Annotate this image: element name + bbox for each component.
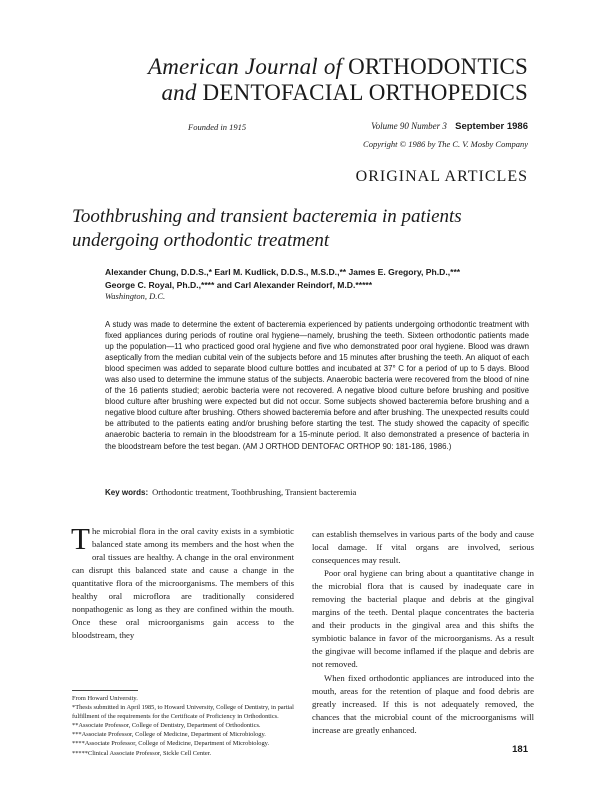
footnote: ***Associate Professor, College of Medicine, Department of Microbiology. — [72, 731, 266, 739]
drop-cap: T — [71, 521, 90, 556]
body-paragraph — [71, 521, 294, 642]
journal-title-italic: American Journal of — [147, 54, 343, 79]
volume-info — [371, 121, 528, 132]
journal-title-line1 — [0, 54, 528, 80]
journal-title-italic-2: and — [161, 80, 197, 105]
article-title — [72, 205, 542, 253]
body-paragraph: When fixed orthodontic appliances are introduced into the mouth, areas for the retention of plaque and food debris are greatly increased. If this is not adequately removed, the chances that the microbial count of the microorganisms will increase are greatly enhanced. — [312, 672, 534, 735]
footnotes — [72, 694, 294, 758]
body-column-left — [71, 521, 294, 642]
founded-note: Founded in 1915 — [188, 122, 247, 132]
footnote: **Associate Professor, College of Dentistry, Department of Orthodontics. — [72, 722, 261, 730]
body-paragraph-text: he microbial flora in the oral cavity exists in a symbiotic balanced state among its members and the host when the oral tissues are healthy. A change in the oral environment can disrupt this balanced state and cause a change in the quantitative flora of the microorganisms. The members of this healthy oral microflora are traditionally considered nonpathogenic as long as they are confined within the mouth. Once these oral microorganisms gain access to the bloodstream, they — [72, 526, 294, 641]
page-number: 181 — [512, 744, 528, 755]
body-paragraph: can establish themselves in various parts of the body and cause local damage. If vital organs are involved, serious consequences may result. — [312, 529, 534, 566]
section-title: ORIGINAL ARTICLES — [355, 168, 528, 185]
footnote-rule — [72, 690, 138, 691]
body-paragraph: Poor oral hygiene can bring about a quantitative change in the microbial flora that is caused by inadequate care in removing the bacterial plaque and debris at the gingival margins of the teeth. Dental plaque concentrates the bacteria and their products in the gingival area and this shifts the symbiotic balance in favor of the microorganisms. As a result the gingivae will become inflamed if the plaque and debris are not removed. — [312, 568, 534, 670]
journal-title-caps-2: DENTOFACIAL ORTHOPEDICS — [202, 80, 528, 105]
author-list — [105, 266, 535, 291]
footnote: *****Clinical Associate Professor, Sickle Cell Center. — [72, 749, 212, 757]
journal-title-caps: ORTHODONTICS — [348, 54, 528, 79]
footnote: ****Associate Professor, College of Medicine, Department of Microbiology. — [72, 740, 270, 748]
article-title-line1: Toothbrushing and transient bacteremia in patients — [72, 206, 462, 227]
author-location: Washington, D.C. — [105, 291, 166, 301]
body-column-right — [312, 528, 534, 737]
keywords-label: Key words: — [105, 488, 149, 497]
volume-issue: Volume 90 Number 3 — [371, 121, 447, 131]
keywords-text: Orthodontic treatment, Toothbrushing, Transient bacteremia — [152, 487, 357, 497]
abstract: A study was made to determine the extent of bacteremia experienced by patients undergoing orthodontic treatment with fixed appliances during periods of routine oral hygiene—namely, brushing the teeth. Sixteen orthodontic patients made up the population—11 who practiced good oral hygiene and five who demonstrated poor oral hygiene. Blood was drawn aseptically from the median cubital vein of the subjects before and 15 minutes after brushing the teeth. An aliquot of each blood specimen was added to separate blood culture bottles and incubated at 37° C for a period of up to 5 days. Blood was also used to determine the immune status of the subjects. Anaerobic bacteria were recovered from the blood of nine of the 16 patients studied; aerobic bacteria were not recovered. A negative blood culture before brushing and positive blood culture after brushing were expected but did not occur. Some subjects showed bacteremia before brushing and a negative blood culture after brushing. Others showed bacteremia before and after brushing. The unexpected results could be attributed to the patients eating and/or brushing before starting the test. The study showed the capacity of specific anaerobic bacteria to remain in the bloodstream for a 15-minute period. It also demonstrated a presence of bacteria in the bloodstream before the test began. (AM J ORTHOD DENTOFAC ORTHOP 90: 181-186, 1986.) — [105, 320, 530, 451]
footnote: From Howard University. — [72, 695, 138, 702]
copyright-line: Copyright © 1986 by The C. V. Mosby Company — [363, 139, 528, 149]
issue-date: September 1986 — [455, 121, 528, 132]
authors-line1: Alexander Chung, D.D.S.,* Earl M. Kudlick, D.D.S., M.S.D.,** James E. Gregory, Ph.D.,*** — [105, 267, 461, 277]
authors-line2: George C. Royal, Ph.D.,**** and Carl Alexander Reindorf, M.D.***** — [105, 279, 373, 290]
keywords — [105, 487, 529, 497]
article-title-line2: undergoing orthodontic treatment — [72, 230, 330, 251]
journal-title-line2 — [0, 80, 528, 106]
footnote: *Thesis submitted in April 1985, to Howard University, College of Dentistry, in partial fulfillment of the requirements for the Certificate of Proficiency in Orthodontics. — [72, 704, 294, 721]
